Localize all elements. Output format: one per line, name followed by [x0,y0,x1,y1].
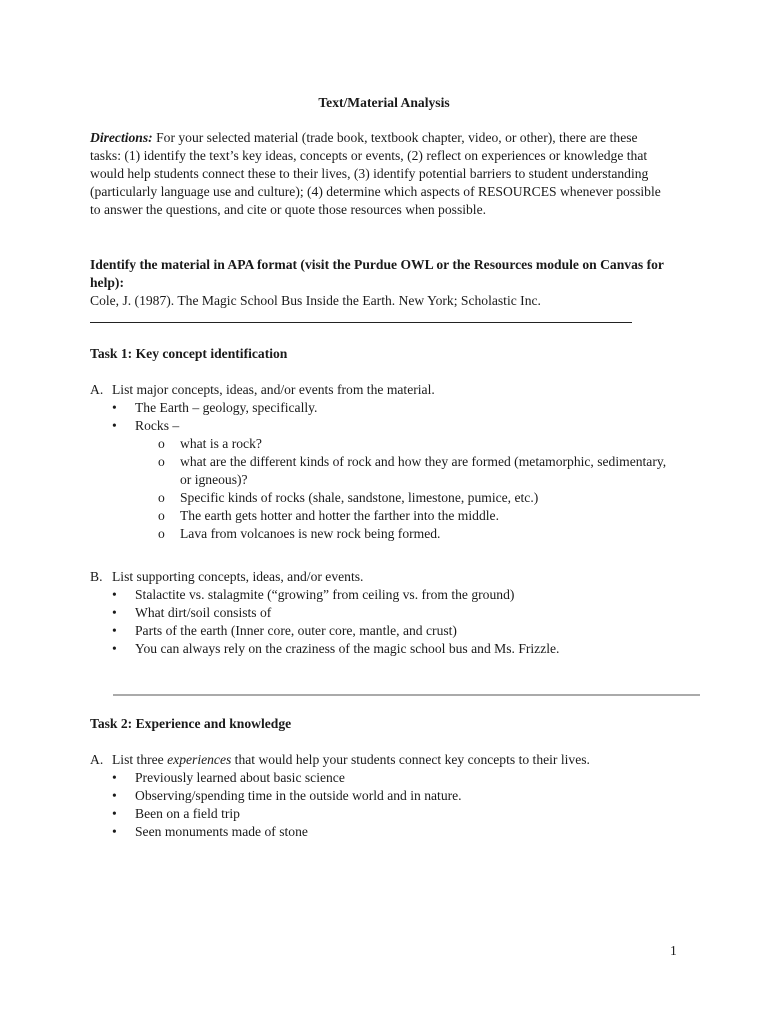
task2-section [90,715,670,733]
sub-list-item: o what are the different kinds of rock and how they are formed (metamorphic, sedimentary, or igneous)? [158,454,667,487]
section-letter: A. [90,382,104,397]
task1-a-prompt: List major concepts, ideas, and/or events from the material. [112,382,435,397]
list-item: • Stalactite vs. stalagmite (“growing” from ceiling vs. from the ground) [112,587,515,602]
sub-list-item: o The earth gets hotter and hotter the farther into the middle. [158,508,499,523]
citation-text: Cole, J. (1987). The Magic School Bus Inside the Earth. New York; Scholastic Inc. [90,293,541,308]
list-item: • Observing/spending time in the outside world and in nature. [112,788,462,803]
task1-heading: Task 1: Key concept identification [90,346,288,361]
identify-heading: Identify the material in APA format (visit the Purdue OWL or the Resources module on Canvas for help): [90,257,664,290]
identify-section [90,256,670,310]
section-letter: A. [90,752,104,767]
task2-section-a [90,751,670,841]
task2-a-prompt-line: A. List three experiences that would help your students connect key concepts to their lives. [90,752,590,767]
section-letter: B. [90,569,103,584]
task1-b-prompt-line [90,568,670,586]
list-item: • Parts of the earth (Inner core, outer core, mantle, and crust) [112,623,457,638]
sub-list-item: o what is a rock? [158,436,262,451]
divider-line-2 [113,694,700,696]
list-item: • You can always rely on the craziness of the magic school bus and Ms. Frizzle. [112,641,560,656]
experiences-emphasis: experiences [167,752,232,767]
circle-bullet-icon: o [158,454,165,469]
list-item: • The Earth – geology, specifically. [112,400,318,415]
task2-a-list [90,769,670,841]
rocks-sublist [135,435,670,543]
task2-heading: Task 2: Experience and knowledge [90,716,292,731]
task1-section-b [90,568,670,658]
directions-text: For your selected material (trade book, textbook chapter, video, or other), there are these tasks: (1) identify the text’s key ideas, concepts or events, (2) reflect on experiences or knowledge that would help students connect these to their lives, (3) identify potential barriers to student understanding (particularly language use and culture); (4) determine which aspects of RESOURCES whenever possible to answer the questions, and cite or quote those resources when possible. [90,130,661,217]
task1-a-prompt-line [90,381,670,399]
page-title: Text/Material Analysis [318,95,450,110]
circle-bullet-icon: o [158,436,165,451]
bullet-icon: • [112,770,117,785]
directions-label: Directions: [90,130,153,145]
list-item: • Previously learned about basic science [112,770,345,785]
task1-b-list [90,586,670,658]
bullet-icon: • [112,824,117,839]
sub-list-item: o Lava from volcanoes is new rock being formed. [158,526,441,541]
directions-paragraph [90,129,670,219]
bullet-icon: • [112,400,117,415]
list-item: • Been on a field trip [112,806,240,821]
task1-a-list [90,399,670,543]
bullet-icon: • [112,788,117,803]
bullet-icon: • [112,641,117,656]
sub-list-item: o Specific kinds of rocks (shale, sandstone, limestone, pumice, etc.) [158,490,539,505]
page-number: 1 [670,943,677,958]
bullet-icon: • [112,587,117,602]
task1-b-prompt: List supporting concepts, ideas, and/or events. [112,569,364,584]
bullet-icon: • [112,605,117,620]
bullet-icon: • [112,623,117,638]
bullet-icon: • [112,418,117,433]
list-item: • Seen monuments made of stone [112,824,308,839]
task1-section [90,345,670,363]
task1-section-a [90,381,670,543]
circle-bullet-icon: o [158,526,165,541]
circle-bullet-icon: o [158,508,165,523]
divider-line-1 [90,322,632,323]
circle-bullet-icon: o [158,490,165,505]
list-item: • What dirt/soil consists of [112,605,272,620]
bullet-icon: • [112,806,117,821]
list-item: • Rocks – o what is a rock? o what are the different kinds of rock and how they are formed (metamorphic, sedimentary, or igneous)? o Specific kinds of rocks (shale, sandstone, limestone, pumice, etc.) o The earth gets hotter and hotter the farther into the middle. o Lava from volcanoes is new rock being formed. [90,417,670,543]
